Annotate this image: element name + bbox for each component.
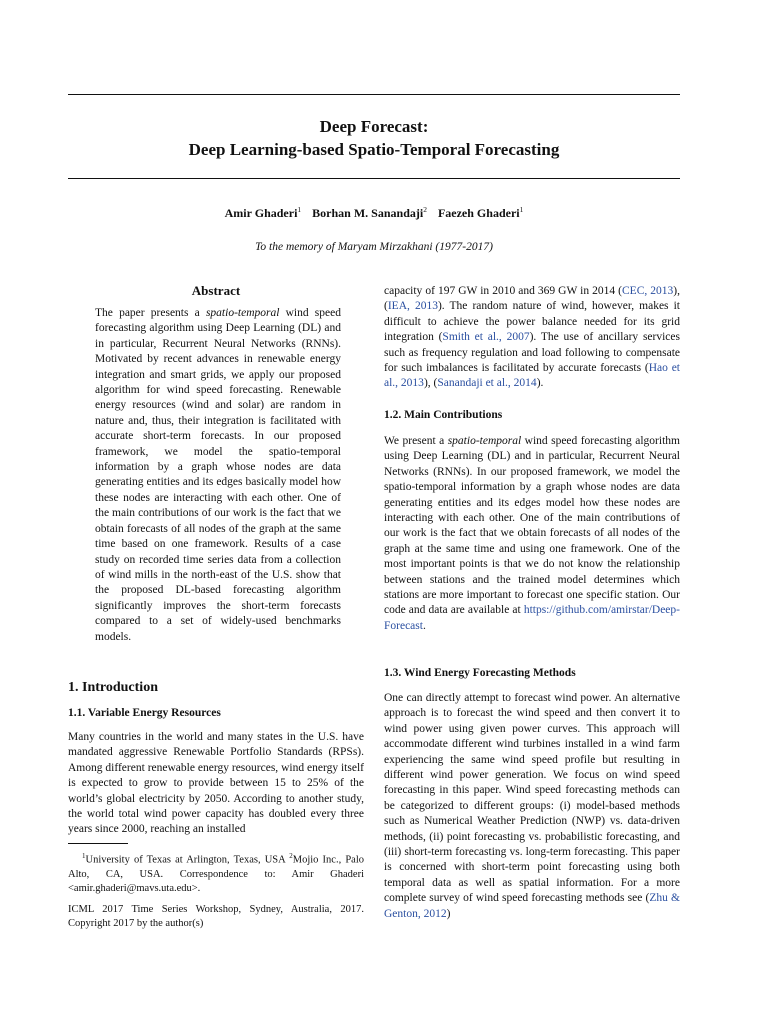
dedication: To the memory of Maryam Mirzakhani (1977-2017) (255, 241, 493, 253)
footnote-text: University of Texas at Arlington, Texas, USA (85, 854, 290, 866)
citation-link[interactable]: Smith et al., 2007 (442, 331, 530, 344)
text-run: . (422, 619, 426, 632)
author-affiliation: 1 (297, 205, 302, 214)
text-run: ), ( (423, 377, 438, 390)
contributions-paragraph (384, 434, 680, 634)
math-number: 15 (274, 777, 286, 790)
intro-paragraph (68, 730, 364, 838)
methods-paragraph (384, 691, 680, 922)
text-run: We present a (384, 435, 448, 447)
text-run: ), ( (384, 285, 680, 313)
section-heading-introduction: 1. Introduction (68, 680, 158, 695)
right-col-continuation (384, 284, 680, 392)
math-percent: 25% (307, 777, 329, 790)
author-affiliation: 1 (519, 205, 524, 214)
author-list (68, 205, 680, 221)
footnote-affiliations (68, 849, 364, 896)
abstract-paragraph (95, 306, 341, 645)
text-run: ). The use of ancillary services such as frequency regulation and load following to compensate for such imbalances is facilitated by accurate forecasts ( (384, 331, 680, 375)
text-run: ). The random nature of wind, however, makes it difficult to achieve the power balance needed for its grid integration ( (384, 300, 680, 344)
footnote-mark: 2 (289, 852, 293, 860)
footnote-rule (68, 843, 128, 844)
abstract-body (95, 306, 341, 645)
text-run: to (285, 777, 308, 790)
footnote-text: Mojio Inc., Palo Alto, CA, USA. Correspondence to: Amir Ghaderi <amir.ghaderi@mavs.uta.edu>. (68, 854, 364, 894)
text-run: capacity of 197 GW in 2010 and 369 GW in 2014 ( (384, 285, 622, 297)
author-affiliation: 2 (423, 205, 427, 214)
text-run: wind speed forecasting algorithm using Deep Learning (DL) and in particular, Recurrent Neural Networks (RNNs). Motivated by recent advances in renewable energy integration and smart grids, we apply our proposed algorithm for wind speed forecasting. Renewable energy resources (wind and solar) are random in nature and, thus, their integration is facilitated with accurate short-term forecasts. In our proposed framework, we model the spatio-temporal information by a graph whose nodes are data generating entities and its edges basically model how these nodes are interacting with each other. One of the main contributions of our work is the fact that we obtain forecasts of all nodes of the graph at the same time based on one framework. Results of a case study on recorded time series data from a collection of wind mills in the north-east of the U.S. show that the proposed DL-based forecasting algorithm significantly improves the short-term forecasts compared to a set of widely-used benchmarks models. (95, 307, 341, 643)
text-run: One can directly attempt to forecast wind power. An alternative approach is to forecast the wind speed and then convert it to wind power using given power curves. This approach will accommodate different wind turbines installed in a wind farm experiencing the same wind speed profile but resulting in different wind power generation. We focus on wind speed forecasting in this paper. Wind speed forecasting methods can be categorized to different groups: (i) model-based methods such as Numerical Weather Prediction (NWP) vs. data-driven methods, (ii) point forecasting vs. probabilistic forecasting, and (iii) short-term forecasting vs. long-term forecasting. This paper is concerned with short-term point forecasting using both temporal data as well as spatial information. For a more complete survey of wind speed forecasting methods see ( (384, 692, 680, 905)
footnote-mark: 1 (82, 852, 86, 860)
title-bottom-rule (68, 178, 680, 179)
paper-title-line2: Deep Learning-based Spatio-Temporal Forecasting (188, 140, 560, 159)
subsection-heading-main-contributions: 1.2. Main Contributions (384, 409, 503, 421)
citation-link[interactable]: CEC, 2013 (622, 285, 674, 297)
emphasis-text: spatio-temporal (205, 307, 280, 319)
paper-title-line1: Deep Forecast: (319, 117, 429, 136)
citation-link[interactable]: IEA, 2013 (387, 300, 438, 313)
author-name: Borhan M. Sanandaji (312, 206, 424, 220)
citation-link[interactable]: Sanandaji et al., 2014 (437, 377, 537, 390)
text-run: Many countries in the world and many states in the U.S. have mandated aggressive Renewable Portfolio Standards (RPSs). Among different renewable energy resources, wind energy itself is expected to grow to provide between (68, 731, 364, 790)
subsection-heading-variable-energy: 1.1. Variable Energy Resources (68, 707, 221, 719)
citation-link[interactable]: Zhu & Genton, 2012 (384, 892, 680, 920)
text-run: of the world’s global electricity by 2050. According to another study, the world total wind power capacity has doubled every three years since 2000, reaching an installed (68, 777, 364, 836)
text-run: ). (536, 377, 544, 390)
author-name: Faezeh Ghaderi (437, 206, 520, 220)
github-link[interactable]: https://github.com/amirstar/Deep-Forecast (384, 604, 680, 632)
text-run: ) (446, 907, 451, 920)
top-rule (68, 94, 680, 95)
abstract-heading: Abstract (191, 283, 241, 298)
text-run: wind speed forecasting algorithm using Deep Learning (DL) and in particular, Recurrent Neural Networks (RNNs). In our proposed framework, we model the spatio-temporal information by a graph whose nodes are data generating entities and its edges model how these nodes are interacting with each other. One of the main contributions of our work is the fact that we obtain forecasts of all nodes of the graph at the same time and using one framework. One of the most important points is that we do not know the relationship between stations and the trained model determines which stations are more important to forecast one specific station. Our code and data are available at (384, 435, 680, 617)
text-run: The paper presents a (95, 307, 206, 319)
subsection-heading-forecasting-methods: 1.3. Wind Energy Forecasting Methods (384, 667, 576, 679)
author-name: Amir Ghaderi (224, 206, 298, 220)
emphasis-text: spatio-temporal (447, 435, 522, 447)
citation-link[interactable]: Hao et al., 2013 (384, 362, 680, 390)
venue-note: ICML 2017 Time Series Workshop, Sydney, Australia, 2017. Copyright 2017 by the author(s) (68, 904, 364, 929)
